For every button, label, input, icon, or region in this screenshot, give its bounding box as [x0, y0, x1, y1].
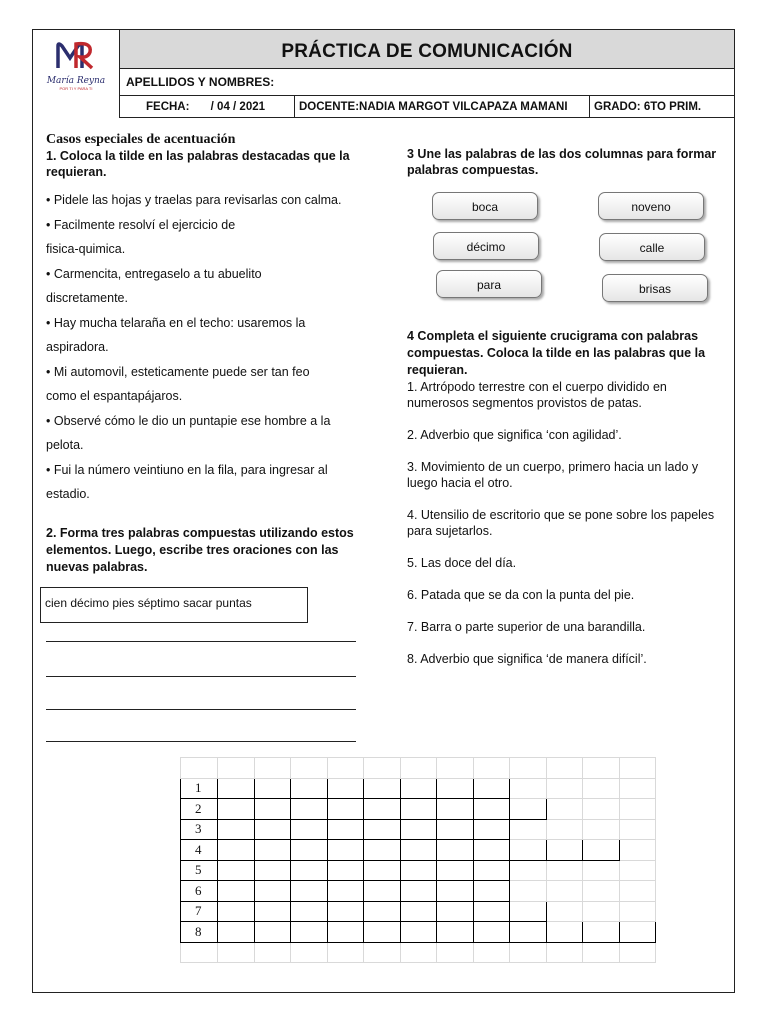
school-logo [40, 40, 112, 102]
teacher-label: DOCENTE:NADIA MARGOT VILCAPAZA MAMANI [299, 100, 568, 113]
crossword-cell[interactable] [327, 922, 364, 943]
crossword-cell[interactable] [400, 860, 437, 881]
crossword-cell[interactable] [364, 778, 401, 799]
section-title: Casos especiales de acentuación [46, 132, 236, 147]
crossword-row-number: 4 [181, 840, 218, 861]
crossword-cell[interactable] [327, 881, 364, 902]
grid-empty-cell [473, 942, 510, 963]
crossword-row-number: 2 [181, 799, 218, 820]
crossword-row [181, 942, 656, 963]
grid-empty-cell [218, 942, 255, 963]
grid-empty-cell [546, 778, 583, 799]
crossword-cell[interactable] [327, 901, 364, 922]
grid-empty-cell [583, 901, 620, 922]
crossword-cell[interactable] [473, 901, 510, 922]
crossword-cell[interactable] [254, 799, 291, 820]
list-item: discretamente. [46, 291, 128, 305]
word-bank-box [40, 587, 308, 623]
crossword-row [181, 860, 656, 881]
grid-empty-cell [546, 799, 583, 820]
list-item: • Observé cómo le dio un puntapie ese hombre a la [46, 413, 331, 428]
grid-empty-cell [218, 758, 255, 779]
word-card-right-2[interactable]: calle [599, 233, 705, 261]
page-title: PRÁCTICA DE COMUNICACIÓN [281, 41, 573, 62]
teacher-field [295, 96, 590, 118]
crossword-cell[interactable] [254, 922, 291, 943]
crossword-row [181, 901, 656, 922]
list-item: como el espantapájaros. [46, 389, 183, 403]
grid-empty-cell [400, 942, 437, 963]
list-item: • Hay mucha telaraña en el techo: usaremos la [46, 315, 306, 330]
crossword-cell[interactable] [400, 778, 437, 799]
left-column [46, 132, 366, 576]
crossword-cell[interactable] [254, 778, 291, 799]
grid-empty-cell [510, 942, 547, 963]
grid-empty-cell [619, 942, 656, 963]
right-column [407, 146, 727, 178]
question-1-instruction: 1. Coloca la tilde en las palabras destacadas que la requieran. [46, 149, 350, 179]
grid-empty-cell [583, 942, 620, 963]
crossword-row [181, 881, 656, 902]
grade-label: GRADO: 6TO PRIM. [594, 100, 702, 113]
date-field[interactable] [120, 96, 295, 118]
logo-name: María Reyna [46, 76, 106, 86]
grid-empty-cell [619, 840, 656, 861]
crossword-cell[interactable] [327, 778, 364, 799]
crossword-cell[interactable] [510, 901, 547, 922]
question-1-list [46, 188, 366, 507]
crossword-cell[interactable] [327, 819, 364, 840]
grid-empty-cell [546, 942, 583, 963]
crossword-row [181, 758, 656, 779]
question-4-instruction: 4 Completa el siguiente crucigrama con palabras compuestas. Coloca la tilde en las palabras que la requieran. [407, 329, 706, 377]
date-value: / 04 / 2021 [210, 100, 266, 113]
list-item: • Mi automovil, esteticamente puede ser tan feo [46, 364, 310, 379]
grade-field [590, 96, 735, 118]
grid-empty-cell [254, 942, 291, 963]
crossword-row [181, 840, 656, 861]
clue-item: 4. Utensilio de escritorio que se pone sobre los papeles para sujetarlos. [407, 508, 715, 538]
crossword-cell[interactable] [473, 922, 510, 943]
crossword-cell[interactable] [400, 901, 437, 922]
crossword-cell[interactable] [473, 860, 510, 881]
crossword-cell[interactable] [291, 799, 328, 820]
crossword-cell[interactable] [218, 778, 255, 799]
clue-item: 3. Movimiento de un cuerpo, primero hacia un lado y luego hacia el otro. [407, 460, 699, 490]
list-item: aspiradora. [46, 340, 109, 354]
grid-empty-cell [583, 819, 620, 840]
crossword-cell[interactable] [291, 819, 328, 840]
crossword-cell[interactable] [291, 881, 328, 902]
crossword-cell[interactable] [473, 799, 510, 820]
grid-empty-cell [619, 881, 656, 902]
grid-empty-cell [546, 881, 583, 902]
grid-empty-cell [437, 758, 474, 779]
grid-empty-cell [583, 881, 620, 902]
crossword-cell[interactable] [218, 881, 255, 902]
crossword-cell[interactable] [619, 922, 656, 943]
answer-line[interactable] [46, 741, 356, 742]
crossword-cell[interactable] [327, 860, 364, 881]
grid-empty-cell [619, 758, 656, 779]
crossword-cell[interactable] [254, 819, 291, 840]
grid-empty-cell [364, 942, 401, 963]
grid-empty-cell [583, 758, 620, 779]
word-card-left-2[interactable]: décimo [433, 232, 539, 260]
crossword-cell[interactable] [327, 840, 364, 861]
grid-empty-cell [619, 860, 656, 881]
word-card-left-1[interactable]: boca [432, 192, 538, 220]
grid-empty-cell [437, 942, 474, 963]
crossword-cell[interactable] [437, 901, 474, 922]
title-cell [120, 30, 735, 69]
crossword-cell[interactable] [400, 819, 437, 840]
grid-empty-cell [291, 942, 328, 963]
answer-line[interactable] [46, 676, 356, 677]
crossword-cell[interactable] [437, 778, 474, 799]
crossword-cell[interactable] [437, 840, 474, 861]
grid-empty-cell [291, 758, 328, 779]
grid-empty-cell [254, 758, 291, 779]
grid-empty-cell [546, 860, 583, 881]
crossword-cell[interactable] [437, 799, 474, 820]
grid-empty-cell [583, 799, 620, 820]
clue-item: 5. Las doce del día. [407, 556, 517, 570]
list-item: estadio. [46, 487, 90, 501]
crossword-cell[interactable] [583, 840, 620, 861]
crossword-cell[interactable] [400, 840, 437, 861]
crossword-cell[interactable] [291, 901, 328, 922]
list-item: fisica-quimica. [46, 242, 126, 256]
crossword-cell[interactable] [291, 922, 328, 943]
crossword-row [181, 922, 656, 943]
word-card-right-1[interactable]: noveno [598, 192, 704, 220]
crossword-row-number: 5 [181, 860, 218, 881]
crossword-row [181, 799, 656, 820]
crossword-cell[interactable] [583, 922, 620, 943]
question-4-block [407, 328, 727, 667]
crossword-row-number: 8 [181, 922, 218, 943]
crossword-cell[interactable] [327, 799, 364, 820]
grid-empty-cell [619, 901, 656, 922]
crossword-grid [180, 757, 656, 963]
clue-item: 2. Adverbio que significa ‘con agilidad’. [407, 428, 622, 442]
crossword-cell[interactable] [546, 840, 583, 861]
crossword-cell[interactable] [254, 840, 291, 861]
names-label: APELLIDOS Y NOMBRES: [126, 75, 275, 89]
crossword-cell[interactable] [364, 799, 401, 820]
list-item: • Fui la número veintiuno en la fila, para ingresar al [46, 462, 328, 477]
word-card-left-3[interactable]: para [436, 270, 542, 298]
crossword-cell[interactable] [437, 922, 474, 943]
clue-item: 8. Adverbio que significa ‘de manera difícil’. [407, 652, 647, 666]
list-item: • Facilmente resolví el ejercicio de [46, 217, 236, 232]
grid-empty-cell [510, 758, 547, 779]
grid-empty-cell [619, 799, 656, 820]
crossword-cell[interactable] [473, 819, 510, 840]
crossword-cell[interactable] [218, 799, 255, 820]
crossword-row-number: 1 [181, 778, 218, 799]
crossword-cell[interactable] [218, 901, 255, 922]
crossword-cell[interactable] [510, 840, 547, 861]
crossword-cell[interactable] [510, 799, 547, 820]
crossword-cell[interactable] [546, 922, 583, 943]
grid-empty-cell [510, 881, 547, 902]
crossword-row [181, 778, 656, 799]
grid-empty-cell [546, 758, 583, 779]
crossword-cell[interactable] [510, 922, 547, 943]
grid-empty-cell [619, 778, 656, 799]
header-table [119, 29, 735, 118]
crossword-cell[interactable] [400, 799, 437, 820]
list-item: • Carmencita, entregaselo a tu abuelito [46, 266, 262, 281]
crossword-cell[interactable] [254, 901, 291, 922]
crossword-cell[interactable] [364, 819, 401, 840]
grid-empty-cell [510, 778, 547, 799]
crossword-cell[interactable] [254, 860, 291, 881]
crossword-cell[interactable] [218, 860, 255, 881]
crossword-cell[interactable] [291, 778, 328, 799]
answer-line[interactable] [46, 641, 356, 642]
crossword-row-number: 3 [181, 819, 218, 840]
grid-empty-cell [364, 758, 401, 779]
grid-empty-cell [583, 778, 620, 799]
grid-empty-cell [473, 758, 510, 779]
grid-empty-cell [327, 758, 364, 779]
crossword-cell[interactable] [400, 881, 437, 902]
grid-empty-cell [546, 819, 583, 840]
crossword-cell[interactable] [437, 881, 474, 902]
crossword-cell[interactable] [254, 881, 291, 902]
crossword-cell[interactable] [218, 840, 255, 861]
question-3-instruction: 3 Une las palabras de las dos columnas para formar palabras compuestas. [407, 147, 717, 177]
crossword-cell[interactable] [473, 778, 510, 799]
word-bank-text: cien décimo pies séptimo sacar puntas [45, 596, 252, 610]
crossword-cell[interactable] [291, 860, 328, 881]
grid-empty-cell [181, 758, 218, 779]
crossword-cell[interactable] [400, 922, 437, 943]
date-label: FECHA: [146, 100, 190, 113]
clue-item: 7. Barra o parte superior de una barandilla. [407, 620, 646, 634]
grid-empty-cell [619, 819, 656, 840]
clue-item: 1. Artrópodo terrestre con el cuerpo dividido en numerosos segmentos provistos de patas. [407, 380, 667, 410]
word-card-right-3[interactable]: brisas [602, 274, 708, 302]
clue-item: 6. Patada que se da con la punta del pie. [407, 588, 635, 602]
crossword-row [181, 819, 656, 840]
crossword-cell[interactable] [364, 901, 401, 922]
grid-empty-cell [583, 860, 620, 881]
answer-line[interactable] [46, 709, 356, 710]
crossword-cell[interactable] [218, 922, 255, 943]
grid-empty-cell [510, 860, 547, 881]
crossword-cell[interactable] [437, 860, 474, 881]
question-2-instruction: 2. Forma tres palabras compuestas utilizando estos elementos. Luego, escribe tres oraciones con las nuevas palabras. [46, 525, 354, 574]
crossword-cell[interactable] [473, 840, 510, 861]
grid-empty-cell [400, 758, 437, 779]
list-item: pelota. [46, 438, 84, 452]
crossword-cell[interactable] [364, 922, 401, 943]
crossword-cell[interactable] [364, 860, 401, 881]
list-item: • Pidele las hojas y traelas para revisarlas con calma. [46, 193, 342, 207]
grid-empty-cell [181, 942, 218, 963]
grid-empty-cell [510, 819, 547, 840]
logo-mr-icon [54, 40, 98, 70]
crossword-cell[interactable] [473, 881, 510, 902]
crossword-cell[interactable] [291, 840, 328, 861]
crossword-cell[interactable] [364, 840, 401, 861]
crossword-row-number: 7 [181, 901, 218, 922]
logo-tagline: POR TI Y PARA TI [59, 86, 93, 91]
grid-empty-cell [546, 901, 583, 922]
crossword-row-number: 6 [181, 881, 218, 902]
crossword-cell[interactable] [218, 819, 255, 840]
crossword-cell[interactable] [437, 819, 474, 840]
crossword-cell[interactable] [364, 881, 401, 902]
names-field[interactable] [120, 69, 735, 96]
grid-empty-cell [327, 942, 364, 963]
